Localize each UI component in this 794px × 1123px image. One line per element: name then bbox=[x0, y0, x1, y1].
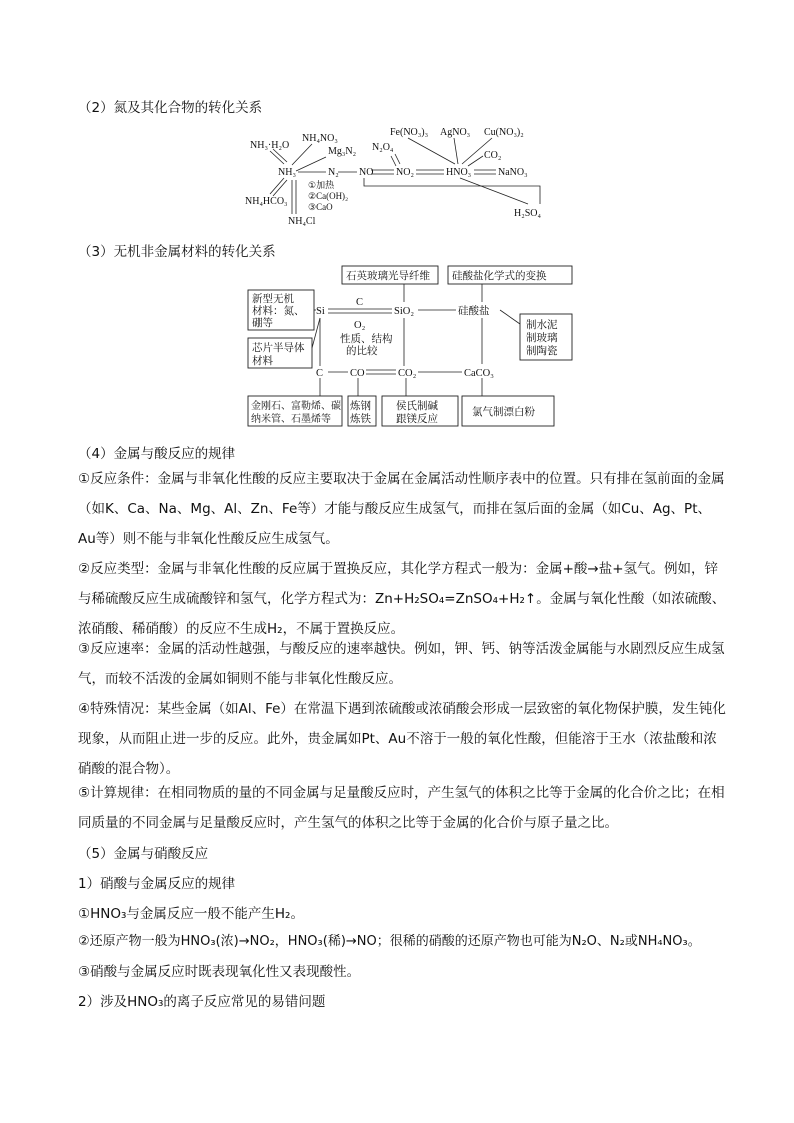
section-heading-metal-acid: （4）金属与酸反应的规律 bbox=[78, 446, 236, 462]
n2-label: N₂ bbox=[328, 167, 339, 178]
co-label: CO bbox=[350, 368, 365, 379]
section-heading-nitric-acid: （5）金属与硝酸反应 bbox=[78, 846, 209, 862]
nitric-rule-3: ③硝酸与金属反应时既表现氧化性又表现酸性。 bbox=[78, 964, 361, 980]
nitrogen-conversion-diagram bbox=[240, 118, 570, 230]
box-steel-line2: 炼铁 bbox=[350, 413, 371, 425]
box-silicate-formula: 硅酸盐化学式的变换 bbox=[452, 270, 547, 282]
nh3h2o-label: NH₃·H₂O bbox=[250, 140, 290, 151]
rule-reaction-conditions: ①反应条件：金属与非氧化性酸的反应主要取决于金属在金属活动性顺序表中的位置。只有排在氢前面的金属（如K、Ca、Na、Mg、Al、Zn、Fe等）才能与酸反应生成氢气，而排在氢后面的金属（如Cu、Ag、Pt、Au等）则不能与非氧化性酸反应生成氢气。 bbox=[78, 471, 725, 547]
n2o4-label: N₂O₄ bbox=[372, 142, 394, 153]
nh4no3-label: NH₄NO₃ bbox=[302, 133, 338, 144]
compare-line1: 性质、结构 bbox=[340, 333, 393, 345]
box-chip-line1: 芯片半导体 bbox=[252, 342, 305, 354]
nh4hco3-label: NH₄HCO₃ bbox=[245, 196, 288, 207]
box-optical-fiber: 石英玻璃光导纤维 bbox=[346, 270, 430, 282]
box-new-materials-line3: 硼等 bbox=[252, 317, 273, 329]
rule-reaction-rate: ③反应速率：金属的活动性越强，与酸反应的速率越快。例如，钾、钙、钠等活泼金属能与水剧烈反应生成氢气，而较不活泼的金属如铜则不能与非氧化性酸反应。 bbox=[78, 641, 725, 687]
condition-caoh2: ②Ca(OH)₂ bbox=[308, 191, 349, 201]
box-diamond-line1: 金刚石、富勒烯、碳 bbox=[251, 401, 341, 412]
no-label: NO bbox=[359, 167, 374, 178]
nh3-label: NH₃ bbox=[278, 167, 296, 178]
rule-calculation: ⑤计算规律：在相同物质的量的不同金属与足量酸反应时，产生氢气的体积之比等于金属的化合价之比；在相同质量的不同金属与足量酸反应时，产生氢气的体积之比等于金属的化合价与原子量之比。 bbox=[78, 785, 725, 831]
compare-line2: 的比较 bbox=[346, 345, 378, 357]
no2-label: NO₂ bbox=[396, 167, 414, 178]
c-arrow-label: C bbox=[356, 297, 364, 308]
nitric-rule-2: ②还原产物一般为HNO₃(浓)→NO₂，HNO₃(稀)→NO；很稀的硝酸的还原产物也可能为N₂O、N₂或NH₄NO₃。 bbox=[78, 934, 701, 949]
box-chip-line2: 材料 bbox=[252, 355, 273, 367]
rule-special-cases: ④特殊情况：某些金属（如Al、Fe）在常温下遇到浓硫酸或浓硝酸会形成一层致密的氧化物保护膜，发生钝化现象，从而阻止进一步的反应。此外，贵金属如Pt、Au不溶于一般的氧化性酸，但能溶于王水（浓盐酸和浓硝酸的混合物）。 bbox=[78, 701, 726, 777]
box-new-materials-line2: 材料：氮、 bbox=[252, 305, 305, 317]
agno3-label: AgNO₃ bbox=[440, 127, 471, 138]
condition-heat: ①加热 bbox=[308, 181, 335, 191]
box-diamond-line2: 纳米管、石墨烯等 bbox=[251, 414, 331, 425]
section-heading-nitrogen: （2）氮及其化合物的转化关系 bbox=[78, 100, 263, 116]
box-steel-line1: 炼钢 bbox=[350, 400, 371, 412]
h2so4-label: H₂SO₄ bbox=[514, 208, 541, 219]
co2-label: CO₂ bbox=[398, 368, 417, 379]
condition-cao: ③CaO bbox=[308, 202, 333, 212]
box-hou-line1: 侯氏制碱 bbox=[396, 400, 438, 412]
box-cement-line2: 制玻璃 bbox=[526, 332, 558, 344]
caco3-label: CaCO₃ bbox=[464, 368, 494, 379]
nano3-label: NaNO₃ bbox=[498, 167, 528, 178]
o2-arrow-label: O₂ bbox=[354, 320, 366, 331]
silicon-conversion-diagram bbox=[246, 262, 584, 428]
box-bleach: 氯气制漂白粉 bbox=[472, 406, 535, 418]
box-cement-line3: 制陶瓷 bbox=[526, 345, 558, 357]
si-label: Si bbox=[316, 306, 325, 317]
rule-reaction-type: ②反应类型：金属与非氧化性酸的反应属于置换反应，其化学方程式一般为：金属+酸→盐+氢气。例如，锌与稀硫酸反应生成硫酸锌和氢气，化学方程式为：Zn+H₂SO₄=ZnSO₄+H₂↑。金属与氧化性酸（如浓硫酸、浓硝酸、稀硝酸）的反应不生成H₂，不属于置换反应。 bbox=[78, 561, 726, 637]
fe-nitrate-label: Fe(NO₃)₃ bbox=[390, 127, 429, 138]
box-hou-line2: 跟镁反应 bbox=[396, 413, 438, 425]
nitric-subheading-2: 2）涉及HNO₃的离子反应常见的易错问题 bbox=[78, 994, 326, 1010]
sio2-label: SiO₂ bbox=[394, 306, 415, 317]
nh4cl-label: NH₄Cl bbox=[288, 216, 316, 227]
c-label: C bbox=[316, 368, 324, 379]
cu-nitrate-label: Cu(NO₃)₂ bbox=[484, 127, 524, 138]
mg3n2-label: Mg₃N₂ bbox=[328, 146, 357, 157]
nitric-subheading-1: 1）硝酸与金属反应的规律 bbox=[78, 876, 236, 892]
section-heading-silicon: （3）无机非金属材料的转化关系 bbox=[78, 244, 276, 260]
co2-label: CO₂ bbox=[484, 150, 502, 161]
box-new-materials-line1: 新型无机 bbox=[252, 293, 294, 305]
nitric-rule-1: ①HNO₃与金属反应一般不能产生H₂。 bbox=[78, 906, 304, 922]
silicate-label: 硅酸盐 bbox=[458, 305, 490, 317]
box-cement-line1: 制水泥 bbox=[526, 319, 558, 331]
hno3-label: HNO₃ bbox=[446, 167, 472, 178]
